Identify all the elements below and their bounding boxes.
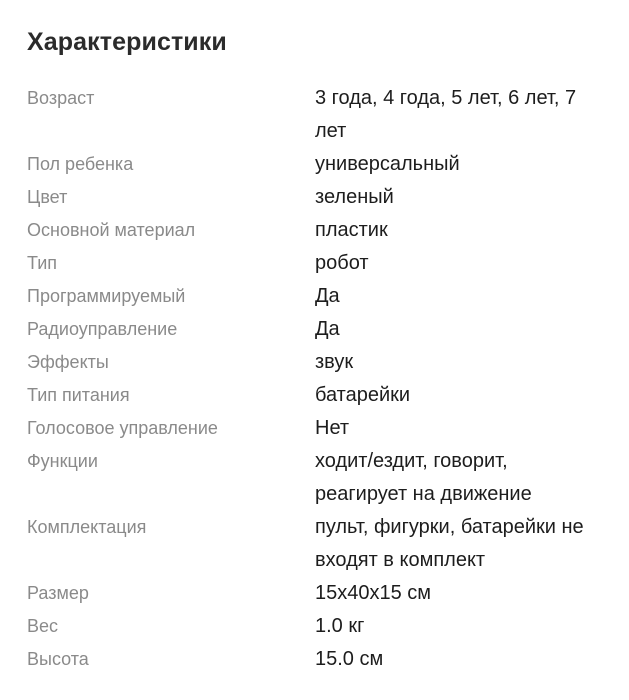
spec-label: Вес	[27, 616, 59, 636]
spec-value: пульт, фигурки, батарейки не входят в комплект	[315, 516, 584, 571]
spec-row-effects	[27, 346, 607, 379]
spec-row-programmable	[27, 280, 607, 313]
spec-label: Размер	[27, 583, 89, 603]
spec-row-color	[27, 181, 607, 214]
spec-row-size	[27, 577, 607, 610]
spec-row-radio-control	[27, 313, 607, 346]
spec-value: Да	[315, 285, 340, 307]
spec-label: Функции	[27, 451, 98, 471]
spec-value: батарейки	[315, 384, 411, 406]
spec-label: Цвет	[27, 187, 68, 207]
spec-value: пластик	[315, 219, 388, 241]
spec-label: Комплектация	[27, 517, 147, 537]
spec-label: Тип	[27, 253, 58, 273]
spec-value: 15x40x15 см	[315, 582, 432, 604]
spec-value: 15.0 см	[315, 648, 384, 670]
spec-label: Возраст	[27, 88, 95, 108]
spec-row-weight	[27, 610, 607, 643]
spec-value: Да	[315, 318, 340, 340]
spec-label: Эффекты	[27, 352, 109, 372]
spec-row-functions	[27, 445, 607, 511]
spec-value: ходит/ездит, говорит, реагирует на движение	[315, 450, 532, 505]
spec-row-package-contents	[27, 511, 607, 577]
spec-label: Программируемый	[27, 286, 186, 306]
spec-row-power-type	[27, 379, 607, 412]
spec-value: Нет	[315, 417, 350, 439]
spec-value: 1.0 кг	[315, 615, 365, 637]
spec-label: Голосовое управление	[27, 418, 218, 438]
spec-label: Высота	[27, 649, 89, 669]
spec-row-height	[27, 643, 607, 676]
spec-row-age	[27, 82, 607, 148]
section-title: Характеристики	[27, 28, 227, 56]
spec-row-gender	[27, 148, 607, 181]
spec-row-voice-control	[27, 412, 607, 445]
spec-label: Основной материал	[27, 220, 196, 240]
spec-value: робот	[315, 252, 369, 274]
spec-value: универсальный	[315, 153, 460, 175]
spec-value: зеленый	[315, 186, 394, 208]
spec-label: Радиоуправление	[27, 319, 178, 339]
spec-label: Пол ребенка	[27, 154, 134, 174]
spec-value: звук	[315, 351, 354, 373]
spec-value: 3 года, 4 года, 5 лет, 6 лет, 7 лет	[315, 87, 577, 142]
spec-row-type	[27, 247, 607, 280]
spec-label: Тип питания	[27, 385, 130, 405]
spec-row-material	[27, 214, 607, 247]
specs-list	[27, 82, 607, 676]
